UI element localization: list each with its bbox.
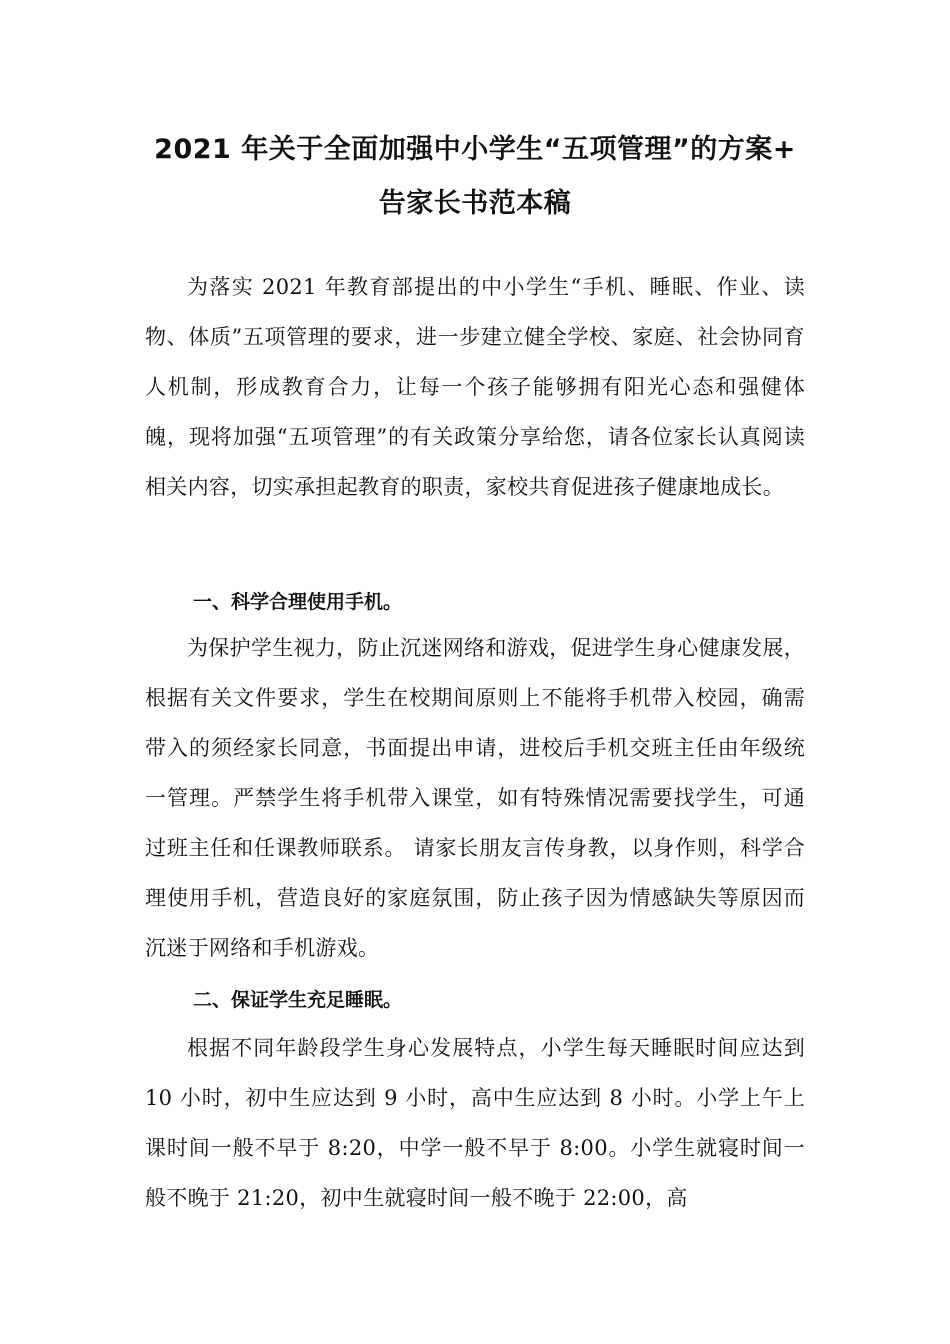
document-title-line-2: 告家长书范本稿 xyxy=(378,188,572,219)
intro-paragraph: 为落实 2021 年教育部提出的中小学生“手机、睡眠、作业、读物、体质”五项管理的要求，进一步建立健全学校、家庭、社会协同育人机制，形成教育合力，让每一个孩子能够拥有阳光心态和强健体魄，现将加强“五项管理”的有关政策分享给您，请各位家长认真阅读相关内容，切实承担起教育的职责，家校共育促进孩子健康地成长。 xyxy=(145,275,805,499)
section-paragraph-phone: 为保护学生视力，防止沉迷网络和游戏，促进学生身心健康发展，根据有关文件要求，学生在校期间原则上不能将手机带入校园，确需带入的须经家长同意，书面提出申请，进校后手机交班主任由年级统一管理。严禁学生将手机带入课堂，如有特殊情况需要找学生，可通过班主任和任课教师联系。 请家长朋友言传身教，以身作则，科学合理使用手机，营造良好的家庭氛围，防止孩子因为情感缺失等原因而沉迷于网络和手机游戏。 xyxy=(145,636,805,960)
section-heading-phone: 一、科学合理使用手机。 xyxy=(193,591,403,613)
section-heading-sleep: 二、保证学生充足睡眠。 xyxy=(193,989,403,1011)
section-paragraph-sleep: 根据不同年龄段学生身心发展特点，小学生每天睡眠时间应达到 10 小时，初中生应达到 9 小时，高中生应达到 8 小时。小学上午上课时间一般不早于 8:20，中学一般不早于 8:00。小学生就寝时间一般不晚于 21:20，初中生就寝时间一般不晚于 22:00，高 xyxy=(145,1036,805,1210)
document-title-line-1: 2021 年关于全面加强中小学生“五项管理”的方案+ xyxy=(154,134,796,165)
